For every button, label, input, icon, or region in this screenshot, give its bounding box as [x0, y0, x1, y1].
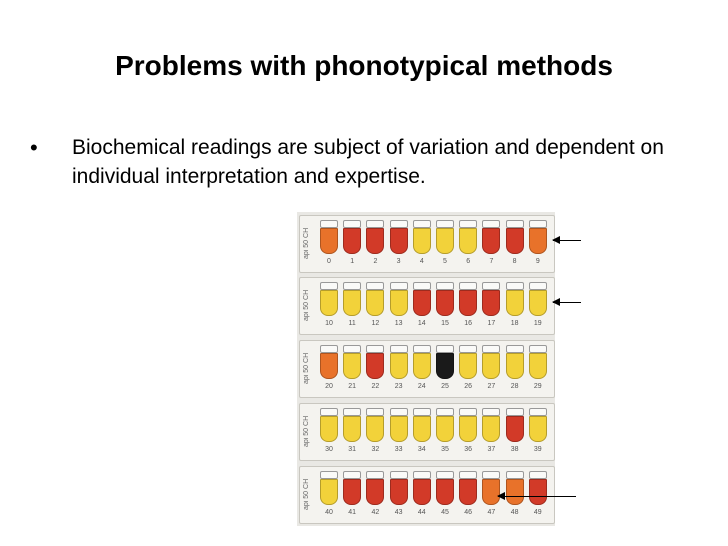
cupule-cap	[413, 282, 431, 290]
cupule-cap	[436, 220, 454, 228]
cupule-number: 7	[489, 258, 494, 265]
cupule-tube	[413, 479, 431, 505]
cupule-number: 44	[417, 509, 426, 516]
cupule-cap	[366, 282, 384, 290]
cupule-tube	[390, 353, 408, 379]
cupule-cap	[390, 220, 408, 228]
cupule-number: 9	[535, 258, 540, 265]
cupule-tube	[343, 353, 361, 379]
cupule-tube	[413, 290, 431, 316]
api-strip-2	[299, 277, 555, 335]
cupule-cap	[366, 408, 384, 416]
cupule-cap	[390, 408, 408, 416]
cupule-number: 10	[325, 320, 333, 327]
cupule-cap	[482, 282, 500, 290]
cupule-cap	[506, 220, 524, 228]
cupule-number: 25	[441, 383, 449, 390]
cupule-number: 35	[441, 446, 449, 453]
cupule-tube	[366, 290, 384, 316]
bullet-text: Biochemical readings are subject of variation and dependent on individual interpretation and expertise.	[72, 136, 664, 188]
cupule-tube	[459, 228, 477, 254]
cupule-number: 47	[487, 509, 496, 516]
cupule-tube	[506, 290, 524, 316]
cupule-cap	[482, 408, 500, 416]
cupule-tube	[482, 290, 500, 316]
cupule-number: 3	[396, 258, 401, 265]
arrow-icon-strip-1	[553, 240, 581, 241]
cupule-cap	[343, 220, 361, 228]
cupule-tube	[366, 416, 384, 442]
api-strip-1	[299, 215, 555, 273]
cupule-tube	[529, 416, 547, 442]
cupule-cap	[459, 220, 477, 228]
cupule-tube	[436, 353, 454, 379]
cupule-number: 28	[510, 383, 519, 390]
cupule-number: 45	[441, 509, 449, 516]
cupule-cap	[529, 408, 547, 416]
cupule-tube	[506, 228, 524, 254]
strip-label: api 50 CH	[303, 478, 310, 510]
cupule-number: 1	[350, 258, 355, 265]
cupule-tube	[529, 228, 547, 254]
cupule-cap	[482, 471, 500, 479]
cupule-number: 6	[466, 258, 471, 265]
cupule-cap	[390, 471, 408, 479]
cupule-tube	[320, 228, 338, 254]
cupule-number: 17	[487, 320, 496, 327]
cupule-tube	[390, 228, 408, 254]
cupule-number: 33	[394, 446, 403, 453]
cupule-tube	[482, 416, 500, 442]
cupule-number: 21	[348, 383, 357, 390]
cupule-cap	[506, 408, 524, 416]
cupule-cap	[366, 220, 384, 228]
bullet-dot-icon: •	[30, 135, 38, 160]
cupule-cap	[459, 408, 477, 416]
cupule-cap	[482, 220, 500, 228]
cupule-cap	[413, 220, 431, 228]
cupule-tube	[343, 479, 361, 505]
cupule-number: 27	[487, 383, 496, 390]
cupule-number: 16	[464, 320, 473, 327]
cupule-cap	[366, 471, 384, 479]
cupule-number: 31	[348, 446, 357, 453]
cupule-tube	[482, 228, 500, 254]
cupule-tube	[459, 416, 477, 442]
cupule-cap	[436, 471, 454, 479]
cupule-cap	[343, 282, 361, 290]
cupule-number: 38	[510, 446, 519, 453]
cupule-cap	[436, 345, 454, 353]
cupule-tube	[413, 353, 431, 379]
cupule-cap	[436, 408, 454, 416]
cupule-cap	[529, 345, 547, 353]
cupule-tube	[506, 416, 524, 442]
api-strip-5	[299, 466, 555, 524]
cupule-tube	[390, 416, 408, 442]
cupule-number: 15	[441, 320, 449, 327]
cupule-cap	[390, 282, 408, 290]
slide-title: Problems with phonotypical methods	[115, 50, 613, 81]
cupule-number: 42	[371, 509, 380, 516]
cupule-number: 11	[348, 320, 356, 327]
cupule-cap	[343, 408, 361, 416]
cupule-number: 23	[394, 383, 403, 390]
cupule-tube	[506, 353, 524, 379]
cupule-cap	[320, 282, 338, 290]
cupule-number: 18	[510, 320, 519, 327]
cupule-number: 12	[371, 320, 380, 327]
cupule-tube	[320, 416, 338, 442]
cupule-cap	[459, 471, 477, 479]
cupule-number: 48	[510, 509, 519, 516]
cupule-cap	[320, 471, 338, 479]
cupule-tube	[390, 290, 408, 316]
cupule-cap	[529, 220, 547, 228]
api-strip-4	[299, 403, 555, 461]
cupule-tube	[529, 353, 547, 379]
cupule-tube	[459, 353, 477, 379]
cupule-number: 24	[417, 383, 426, 390]
cupule-tube	[529, 290, 547, 316]
cupule-number: 22	[371, 383, 380, 390]
cupule-tube	[366, 479, 384, 505]
cupule-cap	[343, 345, 361, 353]
strip-label: api 50 CH	[303, 289, 310, 321]
cupule-tube	[436, 290, 454, 316]
cupule-cap	[482, 345, 500, 353]
cupule-number: 19	[533, 320, 542, 327]
cupule-number: 34	[417, 446, 426, 453]
api-strip-3	[299, 340, 555, 398]
cupule-cap	[343, 471, 361, 479]
cupule-tube	[320, 479, 338, 505]
cupule-tube	[436, 479, 454, 505]
cupule-cap	[436, 282, 454, 290]
cupule-number: 39	[533, 446, 542, 453]
strip-label: api 50 CH	[303, 352, 310, 384]
cupule-number: 49	[533, 509, 542, 516]
cupule-number: 5	[443, 258, 447, 265]
arrow-icon-strip-5	[498, 496, 576, 497]
cupule-number: 37	[487, 446, 496, 453]
cupule-tube	[436, 416, 454, 442]
cupule-cap	[529, 471, 547, 479]
cupule-number: 26	[464, 383, 473, 390]
cupule-cap	[413, 471, 431, 479]
strip-label: api 50 CH	[303, 415, 310, 447]
cupule-tube	[320, 353, 338, 379]
cupule-tube	[482, 353, 500, 379]
cupule-number: 36	[464, 446, 473, 453]
cupule-tube	[343, 228, 361, 254]
arrow-icon-strip-2	[553, 302, 581, 303]
cupule-cap	[320, 345, 338, 353]
cupule-cap	[320, 408, 338, 416]
cupule-cap	[459, 345, 477, 353]
cupule-tube	[413, 228, 431, 254]
cupule-tube	[413, 416, 431, 442]
strip-label: api 50 CH	[303, 227, 310, 259]
api-strip-photo	[297, 212, 555, 526]
cupule-tube	[390, 479, 408, 505]
cupule-tube	[459, 290, 477, 316]
cupule-number: 2	[373, 258, 378, 265]
cupule-cap	[413, 408, 431, 416]
cupule-tube	[506, 479, 524, 505]
cupule-number: 30	[325, 446, 333, 453]
cupule-cap	[390, 345, 408, 353]
cupule-cap	[506, 282, 524, 290]
cupule-number: 20	[325, 383, 333, 390]
cupule-number: 46	[464, 509, 473, 516]
cupule-tube	[343, 416, 361, 442]
cupule-cap	[506, 345, 524, 353]
cupule-number: 41	[348, 509, 357, 516]
cupule-cap	[320, 220, 338, 228]
cupule-cap	[459, 282, 477, 290]
cupule-tube	[529, 479, 547, 505]
cupule-number: 0	[327, 258, 331, 265]
cupule-number: 40	[325, 509, 333, 516]
cupule-cap	[506, 471, 524, 479]
cupule-number: 14	[417, 320, 426, 327]
cupule-number: 4	[419, 258, 424, 265]
cupule-cap	[366, 345, 384, 353]
cupule-tube	[366, 353, 384, 379]
cupule-number: 29	[533, 383, 542, 390]
cupule-number: 8	[512, 258, 517, 265]
cupule-number: 13	[394, 320, 403, 327]
cupule-tube	[459, 479, 477, 505]
cupule-tube	[366, 228, 384, 254]
cupule-number: 43	[394, 509, 403, 516]
cupule-number: 32	[371, 446, 380, 453]
cupule-tube	[320, 290, 338, 316]
cupule-cap	[413, 345, 431, 353]
cupule-tube	[436, 228, 454, 254]
cupule-tube	[343, 290, 361, 316]
cupule-cap	[529, 282, 547, 290]
